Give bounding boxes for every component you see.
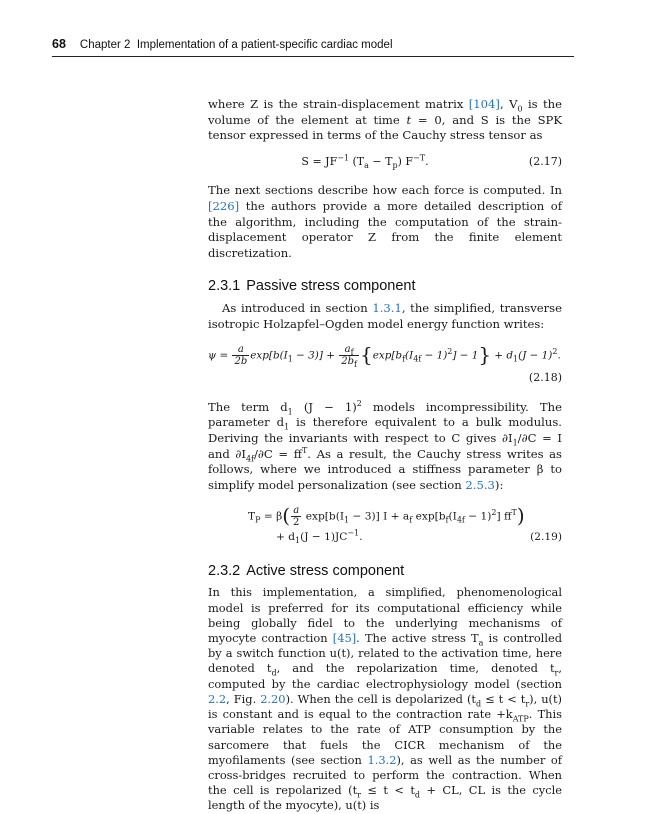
running-header (52, 37, 572, 51)
equation-2-18: ψ = $\frac{a}{2b}$ $\exp[b(I_1 - 3)]$ + $\frac{a_f}{2b_f}$ $\{\exp[b_f(I_{4f} - 1)^2] - 1\} + d_1(J - 1)^2$. (2.18) (208, 342, 562, 385)
section-link[interactable]: 1.3.1 (372, 300, 402, 315)
section-link[interactable]: 1.3.2 (367, 752, 397, 767)
header-rule (52, 56, 574, 57)
section-heading-2-3-2: 2.3.2 Active stress component (208, 562, 405, 579)
page-number: 68 (52, 37, 66, 51)
paragraph: As introduced in section 1.3.1, the simplified, transverse isotropic Holzapfel–Ogden model energy function writes: (208, 300, 562, 331)
equation-2-17: $S = JF^{-1}$ $(T_a - T_p)$ $F^{-T}$. (2.17) (301, 153, 562, 170)
paragraph: The next sections describe how each force is computed. In [226] the authors provide a more detailed description of the algorithm, including the computation of the strain-displacement operator Z from the finite element discretization. (208, 183, 562, 260)
section-heading-2-3-1: 2.3.1 Passive stress component (208, 278, 416, 295)
paragraph: In this implementation, a simplified, phenomenological model is preferred for its computational efficiency while being globally fidel to the underlying mechanisms of myocyte contraction [45]. The active stress $T_a$ is controlled by a switch function u(t), related to the activation time, here denoted $t_d$, and the repolarization time, denoted $t_r$, computed by the cardiac electrophysiology model (section 2.2, Fig. 2.20). When the cell is depolarized $(t_d \le t < t_r)$, u(t) is constant and is equal to the contraction rate $+k_{ATP}$. This variable relates to the rate of ATP consumption by the sarcomere that fuels the CICR mechanism of the myofilaments (see section 1.3.2), as well as the number of cross-bridges recruited to perform the contraction. When the cell is repolarized ($t_r \le t < t_d$ + CL, CL is the cycle length of the myocyte), u(t) is (208, 585, 563, 813)
page-body (208, 97, 562, 814)
citation-link[interactable]: [226] (208, 198, 240, 213)
equation-number: (2.19) (530, 531, 562, 544)
section-link[interactable]: 2.5.3 (465, 477, 495, 492)
citation-link[interactable]: [104] (468, 97, 500, 111)
equation-2-19: $T_P = \beta$( $\frac{a}{2}$ $\exp[b(I_1 - 3)] I + a_f$ $\exp[b_f(I_{4f} - 1)^2]$ $ff^T$) + $d_1(J - 1)JC^{-1}$. (2.19) (248, 503, 562, 546)
equation-number: (2.17) (528, 154, 562, 168)
chapter-label: Chapter 2 (79, 39, 131, 51)
paragraph: The term $d_1$ $(J - 1)^2$ models incompressibility. The parameter $d_1$ is therefore equivalent to a bulk modulus. Deriving the invariants with respect to C gives $\partial I_1/\partial C = I$ and $\partial I_{4f}/\partial C = ff^T$. As a result, the Cauchy stress writes as follows, where we introduced a stiffness parameter β to simplify model personalization (see section 2.5.3): (208, 398, 562, 492)
citation-link[interactable]: [45] (332, 631, 357, 646)
paragraph: where Z is the strain-displacement matrix [104], $V_0$ is the volume of the element at time t = 0, and S is the SPK tensor expressed in terms of the Cauchy stress tensor as (208, 97, 562, 143)
equation-number: (2.18) (528, 371, 562, 385)
section-link[interactable]: 2.2 (208, 691, 227, 706)
chapter-title: Implementation of a patient-specific cardiac model (136, 39, 393, 51)
figure-link[interactable]: 2.20 (260, 691, 286, 706)
